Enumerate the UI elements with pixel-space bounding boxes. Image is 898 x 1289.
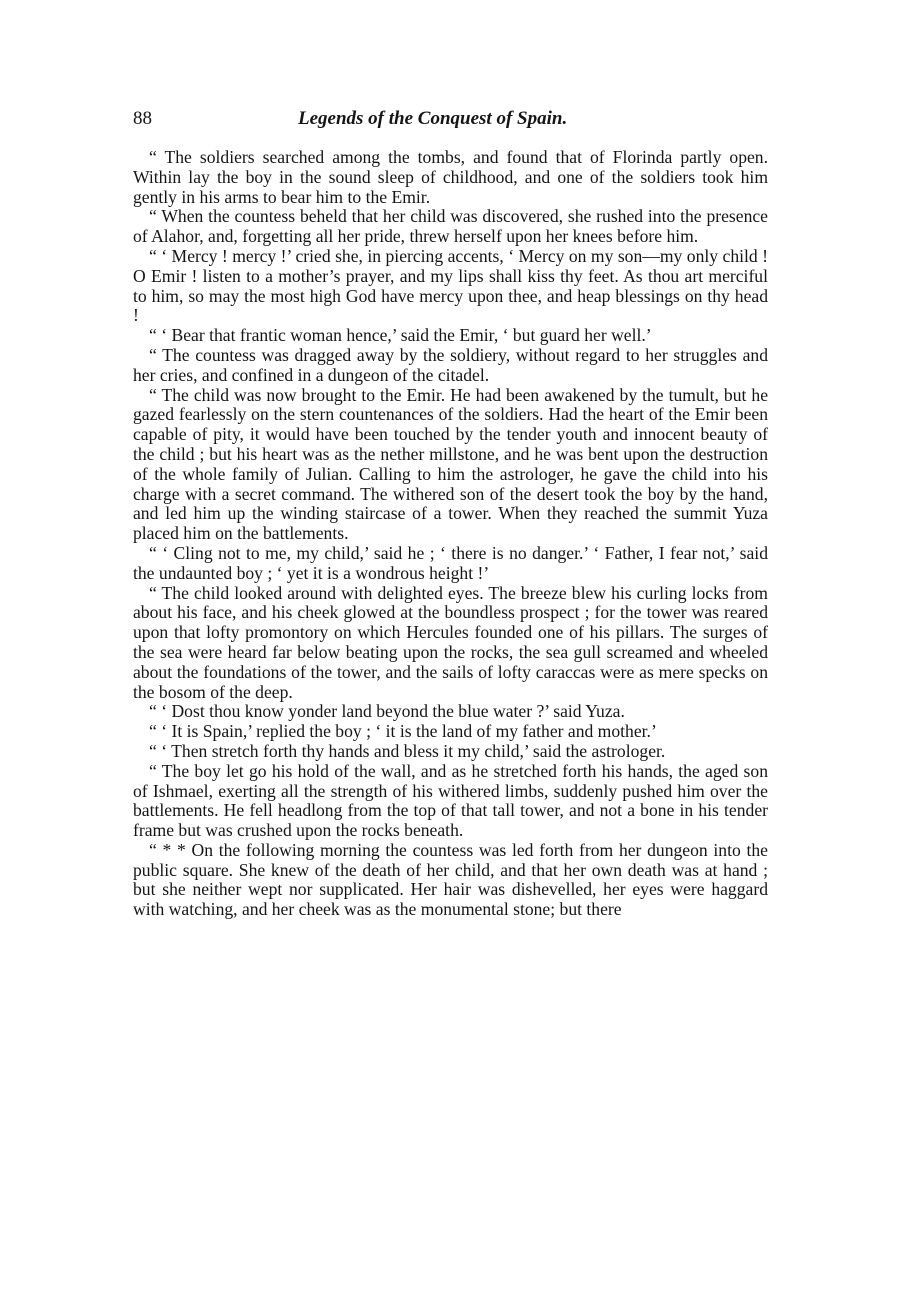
paragraph-mercy-plea: “ ‘ Mercy ! mercy !’ cried she, in piercing accents, ‘ Mercy on my son—my only child ! O Emir ! listen to a mother’s prayer, and my lips shall kiss thy feet. As thou art merciful to him, so may the most high God have mercy upon thee, and heap blessings on thy head ! xyxy=(133,245,768,326)
paragraph-child-brought: “ The child was now brought to the Emir. He had been awakened by the tumult, but he gazed fearlessly on the stern countenances of the soldiers. Had the heart of the Emir been capable of pity, it would have been touched by the tender youth and innocent beauty of the child ; but his heart was as the nether millstone, and he was bent upon the destruction of the whole family of Julian. Calling to him the astrologer, he gave the child into his charge with a secret command. The withered son of the desert took the boy by the hand, and led him up the winding staircase of a tower. When they reached the summit Yuza placed him on the battlements. xyxy=(133,384,768,544)
paragraph-child-looked: “ The child looked around with delighted eyes. The breeze blew his curling locks from about his face, and his cheek glowed at the boundless prospect ; for the tower was reared upon that lofty promontory on which Hercules founded one of his pillars. The surges of the sea were heard far below beating upon the rocks, the sea gull screamed and wheeled about the foundations of the tower, and the sails of lofty caraccas were as mere specks on the bosom of the deep. xyxy=(133,582,768,702)
running-title: Legends of the Conquest of Spain. xyxy=(298,108,568,129)
page-number: 88 xyxy=(133,108,152,129)
paragraph-emir-order: “ ‘ Bear that frantic woman hence,’ said the Emir, ‘ but guard her well.’ xyxy=(149,325,652,346)
paragraph-boy-pushed: “ The boy let go his hold of the wall, and as he stretched forth his hands, the aged son of Ishmael, exerting all the strength of his withered limbs, suddenly pushed him over the battlements. He fell headlong from the top of that tall tower, and not a bone in his tender frame but was crushed upon the rocks beneath. xyxy=(133,760,768,841)
paragraph-countess-kneels: “ When the countess beheld that her child was discovered, she rushed into the presence of Alahor, and, forgetting all her pride, threw herself upon her knees before him. xyxy=(133,206,768,247)
paragraph-dost-thou-know: “ ‘ Dost thou know yonder land beyond the blue water ?’ said Yuza. xyxy=(149,701,625,722)
paragraph-tombs: “ The soldiers searched among the tombs, and found that of Florinda partly open. Within lay the boy in the sound sleep of childhood, and one of the soldiers took him gently in his arms to bear him to the Emir. xyxy=(133,147,768,207)
body-text xyxy=(133,148,768,920)
paragraph-following-morning: “ * * On the following morning the countess was led forth from her dungeon into the public square. She knew of the death of her child, and that her own death was at hand ; but she neither wept nor supplicated. Her hair was dishevelled, her eyes were haggard with watching, and her cheek was as the monumental stone; but there xyxy=(133,839,768,920)
paragraph-cling-not: “ ‘ Cling not to me, my child,’ said he ; ‘ there is no danger.’ ‘ Father, I fear not,’ said the undaunted boy ; ‘ yet it is a wondrous height !’ xyxy=(133,542,768,583)
paragraph-countess-dragged: “ The countess was dragged away by the soldiery, without regard to her struggles and her cries, and confined in a dungeon of the citadel. xyxy=(133,344,768,385)
page-header xyxy=(133,108,768,138)
paragraph-it-is-spain: “ ‘ It is Spain,’ replied the boy ; ‘ it is the land of my father and mother.’ xyxy=(149,721,657,742)
paragraph-stretch-forth: “ ‘ Then stretch forth thy hands and bless it my child,’ said the astrologer. xyxy=(149,740,666,761)
